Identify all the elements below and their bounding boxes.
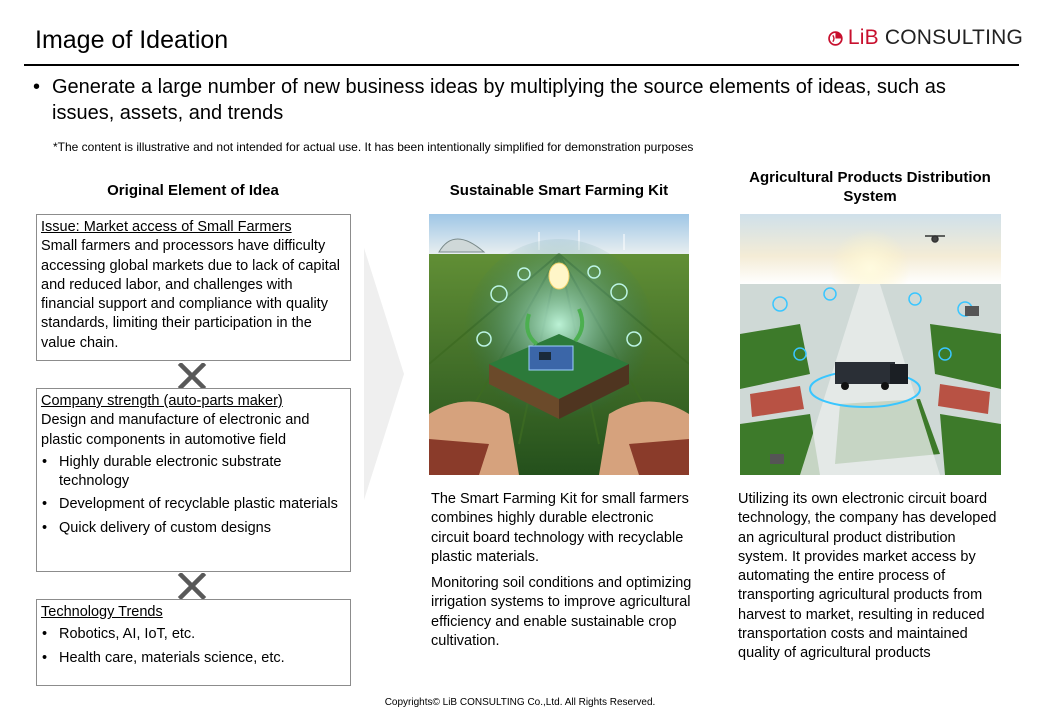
original-element-heading: Original Element of Idea xyxy=(107,182,279,199)
header-divider xyxy=(24,64,1019,66)
distribution-system-image xyxy=(740,214,1001,475)
list-item: • Quick delivery of custom designs xyxy=(41,519,346,538)
description-paragraph: The Smart Farming Kit for small farmers combines highly durable electronic circuit board technology with recyclable plastic materials. xyxy=(431,491,689,565)
list-item: • Robotics, AI, IoT, etc. xyxy=(41,625,346,644)
trends-heading: Technology Trends xyxy=(41,604,163,620)
strength-list xyxy=(41,453,346,538)
bullet-glyph: • xyxy=(33,76,41,98)
description-paragraph: Monitoring soil conditions and optimizing irrigation systems to improve agricultural efficiency and enable sustainable crop cultivation. xyxy=(431,575,692,650)
page-title: Image of Ideation xyxy=(35,26,229,54)
list-item: • Highly durable electronic substrate technology xyxy=(41,453,346,492)
issue-box xyxy=(36,214,351,361)
lead-bullet xyxy=(33,74,1013,126)
description-paragraph: Utilizing its own electronic circuit board technology, the company has developed an agricultural product distribution system. It provides market access by automating the entire process of transporting agricultural products from harvest to market, resulting in reduced transportation costs and maintained quality of agricultural products xyxy=(738,491,997,662)
smart-farming-kit-heading: Sustainable Smart Farming Kit xyxy=(449,182,669,199)
lead-text: Generate a large number of new business ideas by multiplying the source elements of ideas, such as issues, assets, and trends xyxy=(52,76,946,124)
logo-mark-icon xyxy=(828,25,843,52)
distribution-description xyxy=(738,490,1000,671)
smart-farming-illustration xyxy=(429,214,689,475)
distribution-system-heading: Agricultural Products Distribution System xyxy=(749,169,991,205)
list-item: • Development of recyclable plastic materials xyxy=(41,495,346,514)
issue-body: Small farmers and processors have difficulty accessing global markets due to lack of capital and reduced labor, and challenges with financial support and compliance with quality standards, limiting their participation in the value chain. xyxy=(41,238,341,351)
technology-trends-box xyxy=(36,599,351,686)
copyright-footer: Copyrights© LiB CONSULTING Co.,Ltd. All Rights Reserved. xyxy=(384,697,656,708)
chevron-arrow-icon xyxy=(364,248,404,500)
issue-heading: Issue: Market access of Small Farmers xyxy=(41,219,292,235)
strength-heading: Company strength (auto-parts maker) xyxy=(41,393,283,409)
strength-body: Design and manufacture of electronic and plastic components in automotive field xyxy=(41,412,310,448)
list-item: • Health care, materials science, etc. xyxy=(41,649,346,668)
multiply-icon xyxy=(177,573,207,599)
smart-farming-description xyxy=(431,490,693,658)
company-logo xyxy=(828,22,1023,54)
distribution-illustration xyxy=(740,214,1001,475)
smart-farming-kit-image xyxy=(429,214,689,475)
multiply-icon xyxy=(177,363,207,389)
company-strength-box xyxy=(36,388,351,572)
logo-text: LiB CONSULTING xyxy=(847,26,1023,49)
trends-list xyxy=(41,625,346,668)
disclaimer-note: *The content is illustrative and not intended for actual use. It has been intentionally simplified for demonstration purposes xyxy=(53,140,694,154)
